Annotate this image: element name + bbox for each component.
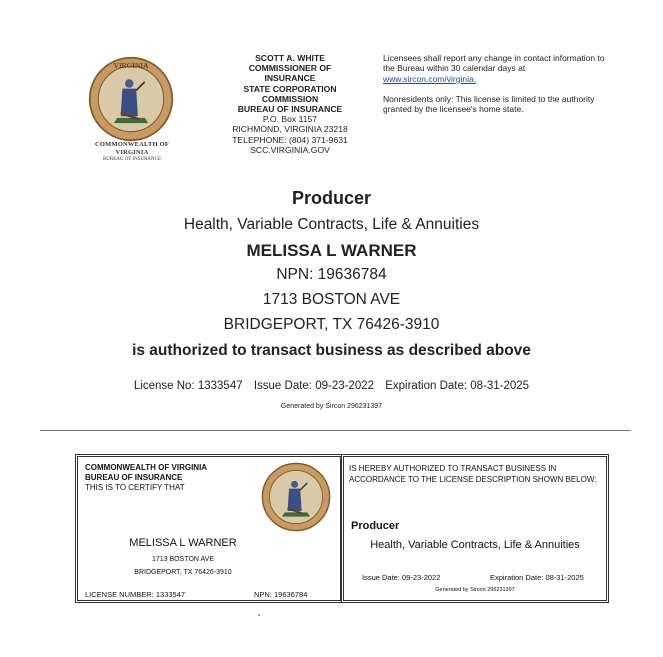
svg-text:VIRGINIA: VIRGINIA	[113, 61, 149, 71]
website: SCC.VIRGINIA.GOV	[250, 144, 330, 155]
authorization-statement: is authorized to transact business as described above	[132, 342, 531, 359]
issue-date: Issue Date: 09-23-2022	[253, 380, 375, 392]
license-info-row	[0, 380, 663, 392]
card-license-type: Producer	[351, 520, 400, 532]
change-notice-text: Licensees shall report any change in contact information to the Bureau within 30 calendar days at	[383, 53, 605, 74]
commissioner-title-2: STATE CORPORATION	[243, 83, 337, 94]
lines-of-authority: Health, Variable Contracts, Life & Annuities	[183, 216, 480, 233]
card-seal-icon	[261, 462, 331, 532]
wallet-card-right	[341, 454, 609, 603]
sircon-link[interactable]: www.sircon.com/virginia.	[383, 73, 477, 84]
card-license-number: LICENSE NUMBER: 1333547	[85, 590, 186, 599]
card-generated-by: Generated by Sircon 296231397	[435, 587, 515, 593]
commissioner-title-1: COMMISSIONER OF INSURANCE	[248, 63, 332, 84]
card-title	[85, 463, 207, 482]
licensee-npn: NPN: 19636784	[276, 266, 387, 283]
commissioner-address	[222, 53, 358, 155]
address-city: RICHMOND, VIRGINIA 23218	[232, 124, 348, 135]
licensee-city: BRIDGEPORT, TX 76426-3910	[223, 316, 440, 333]
change-notice	[383, 53, 613, 84]
card-licensee-city: BRIDGEPORT, TX 76426-3910	[134, 569, 232, 576]
generated-by: Generated by Sircon 296231397	[280, 403, 383, 410]
card-licensee-street: 1713 BOSTON AVE	[152, 556, 214, 563]
bureau-name: BUREAU OF INSURANCE	[237, 104, 343, 115]
cut-divider	[40, 430, 631, 431]
card-authorized-text: IS HEREBY AUTHORIZED TO TRANSACT BUSINESS IN ACCORDANCE TO THE LICENSE DESCRIPTION SHOWN BELOW:	[349, 464, 597, 484]
virginia-seal-icon	[88, 56, 174, 142]
certify-text: THIS IS TO CERTIFY THAT	[85, 483, 185, 492]
card-title-line-1: COMMONWEALTH OF VIRGINIA	[85, 463, 208, 472]
card-expiration-date: Expiration Date: 08-31-2025	[490, 573, 584, 582]
scan-speck	[258, 614, 260, 616]
po-box: P.O. Box 1157	[262, 114, 318, 125]
card-lines-of-authority: Health, Variable Contracts, Life & Annuities	[370, 539, 580, 551]
commissioner-name: SCOTT A. WHITE	[255, 53, 325, 63]
licensee-street: 1713 BOSTON AVE	[262, 291, 401, 308]
expiration-date: Expiration Date: 08-31-2025	[385, 380, 530, 392]
seal-caption-line-1: COMMONWEALTH OF	[94, 141, 170, 148]
nonresident-notice: Nonresidents only: This license is limited to the authority granted by the licensee's home state.	[383, 93, 595, 115]
wallet-card-left	[75, 454, 343, 603]
card-issue-date: Issue Date: 09-23-2022	[362, 573, 441, 582]
card-title-line-2: BUREAU OF INSURANCE	[85, 472, 183, 482]
seal-caption-line-2: VIRGINIA	[115, 149, 149, 156]
commissioner-title-3: COMMISSION	[261, 93, 319, 104]
card-licensee-name: MELISSA L WARNER	[129, 537, 237, 549]
license-type: Producer	[291, 188, 372, 208]
seal-caption	[70, 141, 194, 163]
telephone: TELEPHONE: (804) 371-9631	[232, 134, 348, 145]
license-number: License No: 1333547	[133, 380, 243, 392]
notice-block	[383, 53, 613, 124]
licensee-name: MELISSA L WARNER	[246, 241, 417, 260]
card-npn: NPN: 19636784	[254, 590, 308, 599]
seal-caption-line-3: BUREAU OF INSURANCE	[102, 157, 162, 162]
